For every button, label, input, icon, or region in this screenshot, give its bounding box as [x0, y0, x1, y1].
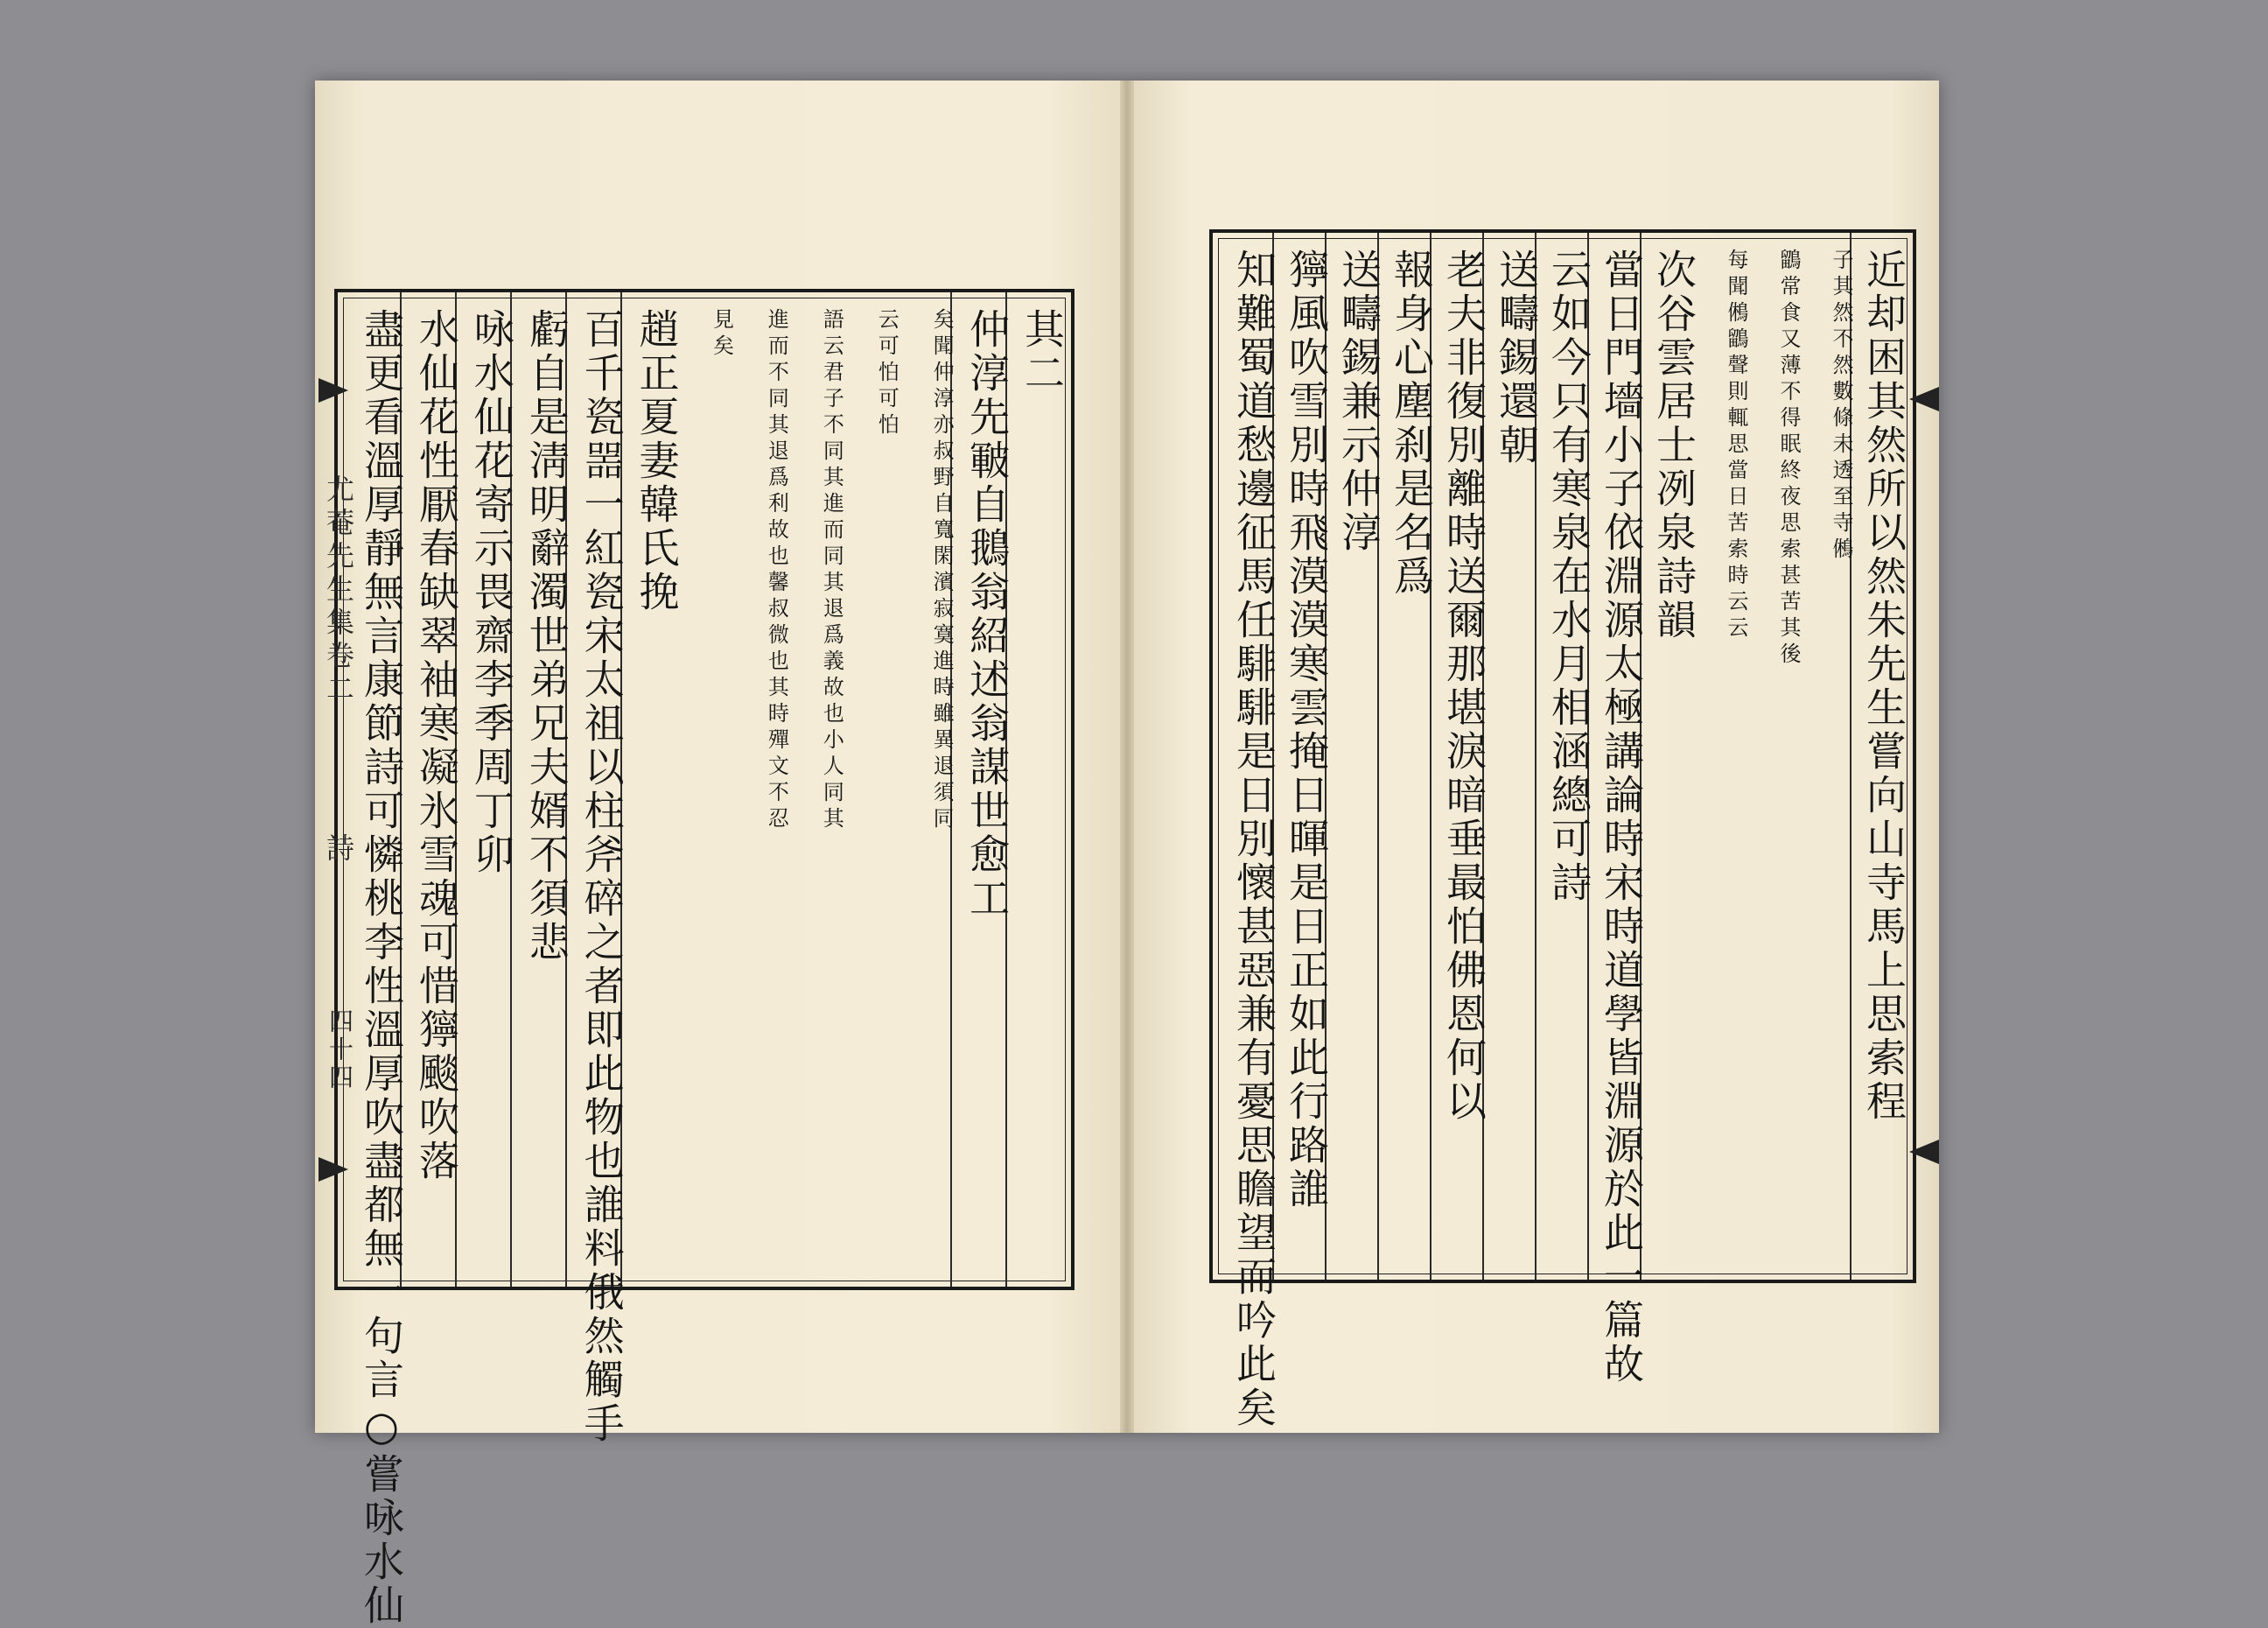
left-columns — [338, 292, 1071, 1628]
left-page-column: 趙正夏妻韓氏挽 — [633, 308, 681, 614]
book-gutter — [1120, 81, 1134, 1433]
right-page-column: 每聞鵂鶹聲則輒思當日苦索時云云 — [1724, 249, 1748, 642]
left-text-frame — [334, 289, 1074, 1628]
margin-title: 尤菴先生集卷二 — [322, 474, 355, 707]
left-page-column: 咏水仙花寄示畏齋李季周丁卯 — [467, 308, 515, 877]
right-page-column: 老夫非復別離時送爾那堪淚暗垂最怕佛恩何以 — [1440, 249, 1488, 1124]
right-page-column: 當日門墻小子依淵源太極講論時宋時道學皆淵源於此一篇故 — [1598, 249, 1645, 1386]
fish-tail-ornament-icon — [318, 1157, 348, 1182]
left-page-column: 虧自是淸明辭濁世弟兄夫婿不須悲 — [522, 308, 570, 965]
left-page-column: 云可怕可怕 — [874, 308, 900, 439]
left-page-column: 見矣 — [709, 308, 734, 361]
fish-tail-ornament-icon — [1909, 1140, 1939, 1164]
right-page-column: 報身心塵刹是名爲 — [1388, 249, 1435, 599]
right-text-frame — [1209, 229, 1916, 1430]
fish-tail-ornament-icon — [1909, 387, 1939, 411]
right-page-column: 子其然不然數條未透至寺鵂 — [1829, 249, 1853, 564]
margin-section: 詩 — [322, 833, 355, 867]
left-page-column: 語云君子不同其進而同其退爲義故也小人同其 — [819, 308, 844, 833]
open-book — [315, 81, 1939, 1628]
left-page-column: 盡更看溫厚靜無言康節詩可憐桃李性溫厚吹盡都無一句言○嘗咏水仙 — [357, 308, 405, 1628]
fish-tail-ornament-icon — [318, 378, 348, 403]
right-page-column: 獰風吹雪別時飛漠漠寒雲掩日暉是日正如此行路誰 — [1283, 249, 1330, 1211]
left-page-column: 矣聞仲淳亦叔野自寬閑濱寂寞進時雖異退須同 — [929, 308, 955, 833]
right-page-column: 送疇錫還朝 — [1493, 249, 1540, 467]
left-page-column: 水仙花性厭春缺翠袖寒凝氷雪魂可惜獰颷吹落 — [412, 308, 460, 1183]
right-page-column: 云如今只有寒泉在水月相涵總可詩 — [1545, 249, 1592, 905]
margin-page-number: 四十四 — [326, 1008, 354, 1092]
right-columns — [1213, 233, 1913, 1430]
right-page-column: 鶹常食又薄不得眠終夜思索甚苦其後 — [1776, 249, 1801, 669]
right-page-column: 知難蜀道愁邊征馬任騑騑是日別懷甚惡兼有憂思瞻望而吟此矣 — [1230, 249, 1278, 1430]
right-page-column: 送疇錫兼示仲淳 — [1335, 249, 1382, 555]
right-page-column: 近却困其然所以然朱先生嘗向山寺馬上思索程 — [1860, 249, 1908, 1124]
left-page-column: 其二 — [1018, 308, 1066, 396]
left-page-column: 進而不同其退爲利故也馨叔微也其時殫文不忍 — [764, 308, 789, 833]
left-page-column: 仲淳先皸自鵝翁紹述翁謀世愈工 — [963, 308, 1012, 921]
left-page-column: 百千瓷噐一紅瓷宋太祖以柱斧碎之者即此物也誰料俄然觸手 — [578, 308, 626, 1446]
right-page-column: 次谷雲居士冽泉詩韻 — [1650, 249, 1698, 642]
